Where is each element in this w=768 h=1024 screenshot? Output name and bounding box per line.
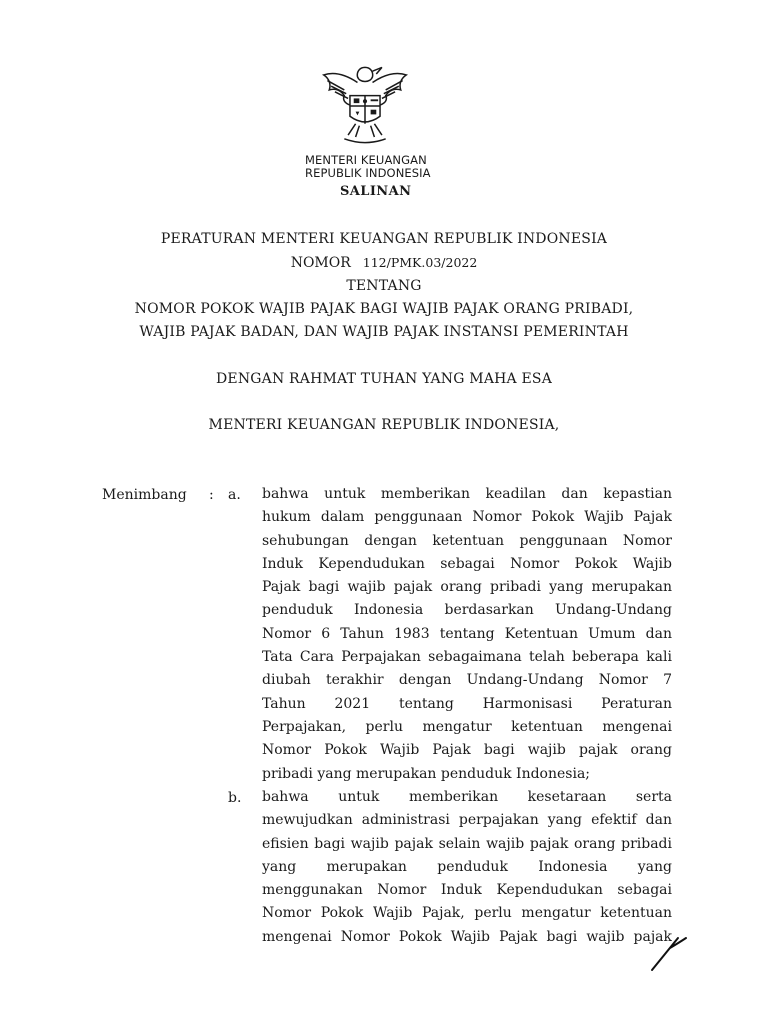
invocation: DENGAN RAHMAT TUHAN YANG MAHA ESA — [215, 371, 553, 387]
text-line: bahwa untuk memberikan kesetaraan serta — [262, 789, 672, 805]
issuer-line-1: MENTERI KEUANGAN — [305, 153, 427, 167]
text-line: Nomor Pokok Wajib Pajak bagi wajib pajak orang — [262, 742, 672, 759]
item-marker-a: a. — [228, 487, 241, 503]
subject-line-2: WAJIB PAJAK BADAN, DAN WAJIB PAJAK INSTANSI PEMERINTAH — [139, 324, 629, 340]
text-line: Perpajakan, perlu mengatur ketentuan mengenai — [262, 718, 672, 735]
text-line: Pajak bagi wajib pajak orang pribadi yang merupakan — [262, 579, 672, 596]
garuda-emblem-icon — [318, 58, 412, 152]
text-line: bahwa untuk memberikan keadilan dan kepastian — [262, 486, 672, 502]
menimbang-label: Menimbang — [102, 487, 187, 503]
copy-label: SALINAN — [340, 184, 412, 199]
text-line: Tata Cara Perpajakan sebagaimana telah beberapa kali — [262, 649, 672, 666]
text-line: diubah terakhir dengan Undang-Undang Nomor 7 — [262, 672, 672, 689]
text-line: sehubungan dengan ketentuan penggunaan Nomor — [262, 532, 672, 549]
regulation-number — [0, 255, 768, 271]
subject-line-1: NOMOR POKOK WAJIB PAJAK BAGI WAJIB PAJAK ORANG PRIBADI, — [134, 301, 634, 317]
text-line: penduduk Indonesia berdasarkan Undang-Undang — [262, 602, 672, 619]
text-line: Induk Kependudukan sebagai Nomor Pokok Wajib — [262, 555, 672, 572]
text-line: Tahun 2021 tentang Harmonisasi Peraturan — [262, 695, 672, 712]
text-line: menggunakan Nomor Induk Kependudukan sebagai — [262, 882, 672, 899]
consideration-b — [262, 786, 672, 949]
text-line: efisien bagi wajib pajak selain wajib pajak orang pribadi — [262, 835, 672, 852]
regulation-title: PERATURAN MENTERI KEUANGAN REPUBLIK INDONESIA — [160, 231, 608, 247]
text-line: mewujudkan administrasi perpajakan yang efektif dan — [262, 812, 672, 829]
text-line: Nomor 6 Tahun 1983 tentang Ketentuan Umum dan — [262, 625, 672, 642]
item-marker-b: b. — [228, 790, 242, 806]
issuer-line-2: REPUBLIK INDONESIA — [305, 166, 431, 180]
text-line: hukum dalam penggunaan Nomor Pokok Wajib Pajak — [262, 509, 672, 526]
text-line: mengenai Nomor Pokok Wajib Pajak bagi wajib pajak — [262, 928, 672, 945]
consideration-a — [262, 483, 672, 786]
text-line: pribadi yang merupakan penduduk Indonesia; — [262, 765, 591, 782]
tentang-label: TENTANG — [346, 278, 422, 294]
nomor-value: 112/PMK.03/2022 — [362, 255, 478, 270]
issuer-heading: MENTERI KEUANGAN REPUBLIK INDONESIA, — [208, 417, 560, 433]
paraf-initial-icon — [648, 932, 688, 974]
text-line: yang merupakan penduduk Indonesia yang — [262, 858, 672, 875]
nomor-label: NOMOR — [290, 255, 351, 271]
text-line: Nomor Pokok Wajib Pajak, perlu mengatur ketentuan — [262, 905, 672, 922]
menimbang-colon: : — [209, 487, 214, 503]
